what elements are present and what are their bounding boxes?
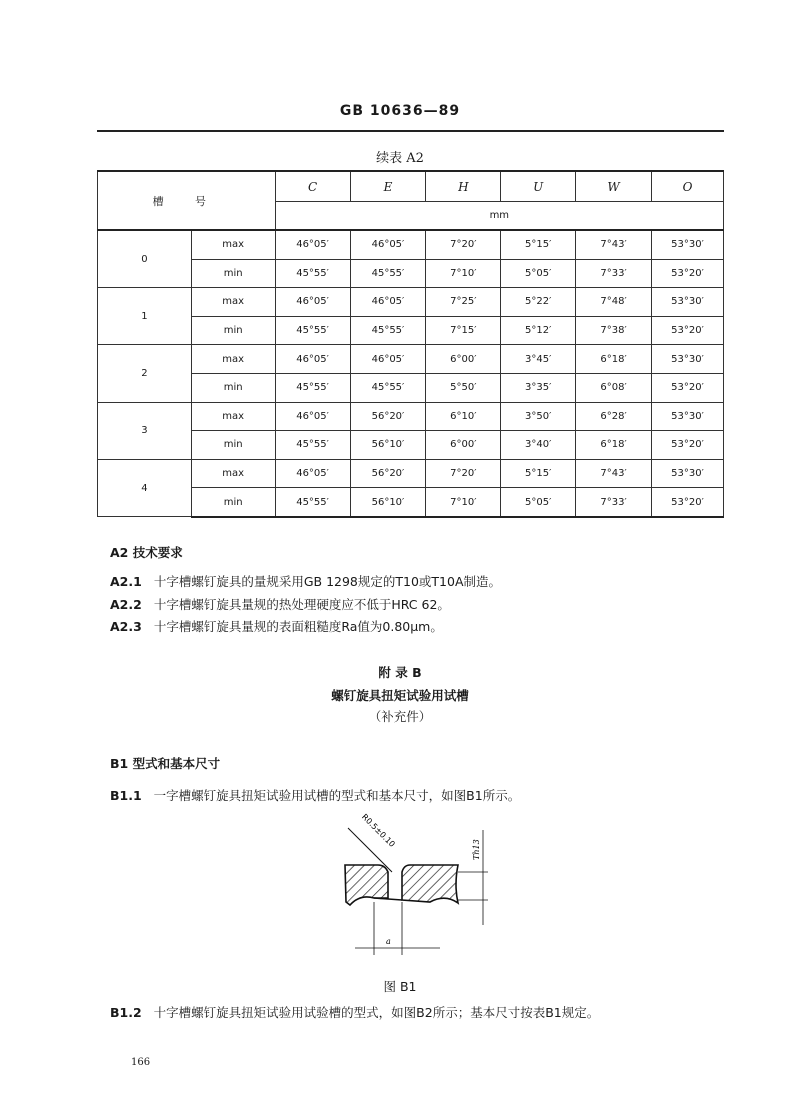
- max-label: max: [191, 345, 275, 374]
- angle-value: 7°10′: [426, 488, 501, 517]
- symbol-header: U: [501, 171, 576, 202]
- angle-value: 56°20′: [350, 459, 426, 488]
- angle-value: 7°43′: [576, 230, 652, 259]
- angle-value: 46°05′: [350, 345, 426, 374]
- angle-value: 6°18′: [576, 431, 652, 460]
- slot-number: 2: [98, 345, 192, 402]
- angle-value: 6°18′: [576, 345, 652, 374]
- slot-number: 4: [98, 459, 192, 517]
- angle-value: 5°15′: [501, 459, 576, 488]
- angle-value: 45°55′: [350, 373, 426, 402]
- angle-value: 53°30′: [652, 459, 724, 488]
- table-row: [98, 459, 724, 488]
- slot-bottom: [374, 898, 402, 900]
- item-text: 十字槽螺钉旋具量规的热处理硬度应不低于HRC 62。: [153, 597, 450, 612]
- angle-value: 45°55′: [350, 316, 426, 345]
- angle-value: 56°20′: [350, 402, 426, 431]
- right-block: [402, 865, 458, 903]
- item-number: A2.3: [110, 619, 142, 634]
- angle-value: 3°35′: [501, 373, 576, 402]
- table-row: [98, 431, 724, 460]
- depth-label: Th13: [472, 839, 481, 860]
- angle-value: 7°33′: [576, 259, 652, 288]
- b1-item-1: [110, 786, 520, 804]
- a2-item-2: [110, 595, 450, 613]
- angle-value: 46°05′: [350, 288, 426, 317]
- symbol-header: E: [350, 171, 426, 202]
- angle-value: 46°05′: [275, 402, 350, 431]
- table-row: [98, 230, 724, 259]
- item-text: 十字槽螺钉旋具扭矩试验用试验槽的型式，如图B2所示；基本尺寸按表B1规定。: [153, 1005, 600, 1020]
- angle-value: 6°00′: [426, 431, 501, 460]
- table-row: [98, 373, 724, 402]
- table-row: [98, 488, 724, 517]
- slot-header: 槽 号: [98, 171, 276, 230]
- item-text: 十字槽螺钉旋具的量规采用GB 1298规定的T10或T10A制造。: [153, 574, 502, 589]
- appendix-title: 螺钉旋具扭矩试验用试槽: [331, 688, 469, 703]
- angle-value: 46°05′: [275, 230, 350, 259]
- angle-value: 7°20′: [426, 230, 501, 259]
- angle-value: 46°05′: [275, 345, 350, 374]
- item-text: 一字槽螺钉旋具扭矩试验用试槽的型式和基本尺寸，如图B1所示。: [153, 788, 521, 803]
- angle-value: 53°20′: [652, 259, 724, 288]
- angle-value: 5°05′: [501, 259, 576, 288]
- angle-value: 6°00′: [426, 345, 501, 374]
- width-label: a: [386, 937, 391, 946]
- angle-value: 6°28′: [576, 402, 652, 431]
- angle-value: 7°10′: [426, 259, 501, 288]
- angle-value: 45°55′: [275, 259, 350, 288]
- a2-heading: A2 技术要求: [110, 545, 183, 560]
- header-rule: [97, 130, 724, 132]
- angle-value: 3°45′: [501, 345, 576, 374]
- slot-number: 1: [98, 288, 192, 345]
- table-row: [98, 402, 724, 431]
- table-row: [98, 259, 724, 288]
- table-row: [98, 288, 724, 317]
- angle-value: 53°30′: [652, 402, 724, 431]
- symbol-header: H: [426, 171, 501, 202]
- angle-value: 5°12′: [501, 316, 576, 345]
- angle-value: 7°43′: [576, 459, 652, 488]
- appendix-note: （补充件）: [368, 709, 432, 724]
- angle-value: 5°22′: [501, 288, 576, 317]
- item-text: 十字槽螺钉旋具量规的表面粗糙度Ra值为0.80μm。: [153, 619, 443, 634]
- angle-value: 7°38′: [576, 316, 652, 345]
- angle-value: 5°05′: [501, 488, 576, 517]
- symbol-header: C: [275, 171, 350, 202]
- min-label: min: [191, 259, 275, 288]
- angle-value: 3°40′: [501, 431, 576, 460]
- angle-value: 3°50′: [501, 402, 576, 431]
- angle-value: 53°30′: [652, 345, 724, 374]
- angle-value: 46°05′: [275, 459, 350, 488]
- angle-value: 7°15′: [426, 316, 501, 345]
- figure-caption: 图 B1: [383, 979, 417, 994]
- slot-number: 3: [98, 402, 192, 459]
- angle-value: 45°55′: [275, 373, 350, 402]
- angle-value: 6°10′: [426, 402, 501, 431]
- angle-value: 7°25′: [426, 288, 501, 317]
- max-label: max: [191, 230, 275, 259]
- item-number: B1.1: [110, 788, 142, 803]
- angle-value: 45°55′: [275, 316, 350, 345]
- max-label: max: [191, 459, 275, 488]
- table-row: [98, 345, 724, 374]
- angle-value: 53°20′: [652, 373, 724, 402]
- symbol-header: O: [652, 171, 724, 202]
- angle-value: 53°30′: [652, 288, 724, 317]
- table-caption: 续表 A2: [376, 151, 424, 166]
- angle-value: 53°20′: [652, 316, 724, 345]
- slot-number: 0: [98, 230, 192, 288]
- page-number: 166: [131, 1057, 151, 1068]
- b1-item-2: [110, 1003, 599, 1021]
- appendix-label: 附 录 B: [378, 665, 422, 680]
- angle-value: 5°15′: [501, 230, 576, 259]
- angle-value: 6°08′: [576, 373, 652, 402]
- angle-value: 45°55′: [275, 488, 350, 517]
- angle-value: 46°05′: [275, 288, 350, 317]
- angle-value: 5°50′: [426, 373, 501, 402]
- min-label: min: [191, 431, 275, 460]
- item-number: B1.2: [110, 1005, 142, 1020]
- min-label: min: [191, 488, 275, 517]
- angle-value: 7°33′: [576, 488, 652, 517]
- angle-value: 7°20′: [426, 459, 501, 488]
- item-number: A2.1: [110, 574, 142, 589]
- max-label: max: [191, 288, 275, 317]
- angle-value: 53°30′: [652, 230, 724, 259]
- symbol-header: W: [576, 171, 652, 202]
- angle-value: 53°20′: [652, 431, 724, 460]
- angle-value: 56°10′: [350, 431, 426, 460]
- angle-value: 56°10′: [350, 488, 426, 517]
- standard-header: GB 10636—89: [339, 103, 461, 119]
- min-label: min: [191, 316, 275, 345]
- angle-value: 45°55′: [275, 431, 350, 460]
- radius-label: R0.5±0.10: [360, 812, 397, 849]
- spec-table: [97, 170, 724, 518]
- figure-b1-drawing: [330, 810, 500, 960]
- max-label: max: [191, 402, 275, 431]
- unit-header: mm: [275, 202, 723, 231]
- angle-value: 46°05′: [350, 230, 426, 259]
- a2-item-3: [110, 617, 443, 635]
- table-row: [98, 316, 724, 345]
- item-number: A2.2: [110, 597, 142, 612]
- b1-heading: B1 型式和基本尺寸: [110, 756, 221, 771]
- a2-item-1: [110, 572, 501, 590]
- min-label: min: [191, 373, 275, 402]
- angle-value: 53°20′: [652, 488, 724, 517]
- angle-value: 7°48′: [576, 288, 652, 317]
- angle-value: 45°55′: [350, 259, 426, 288]
